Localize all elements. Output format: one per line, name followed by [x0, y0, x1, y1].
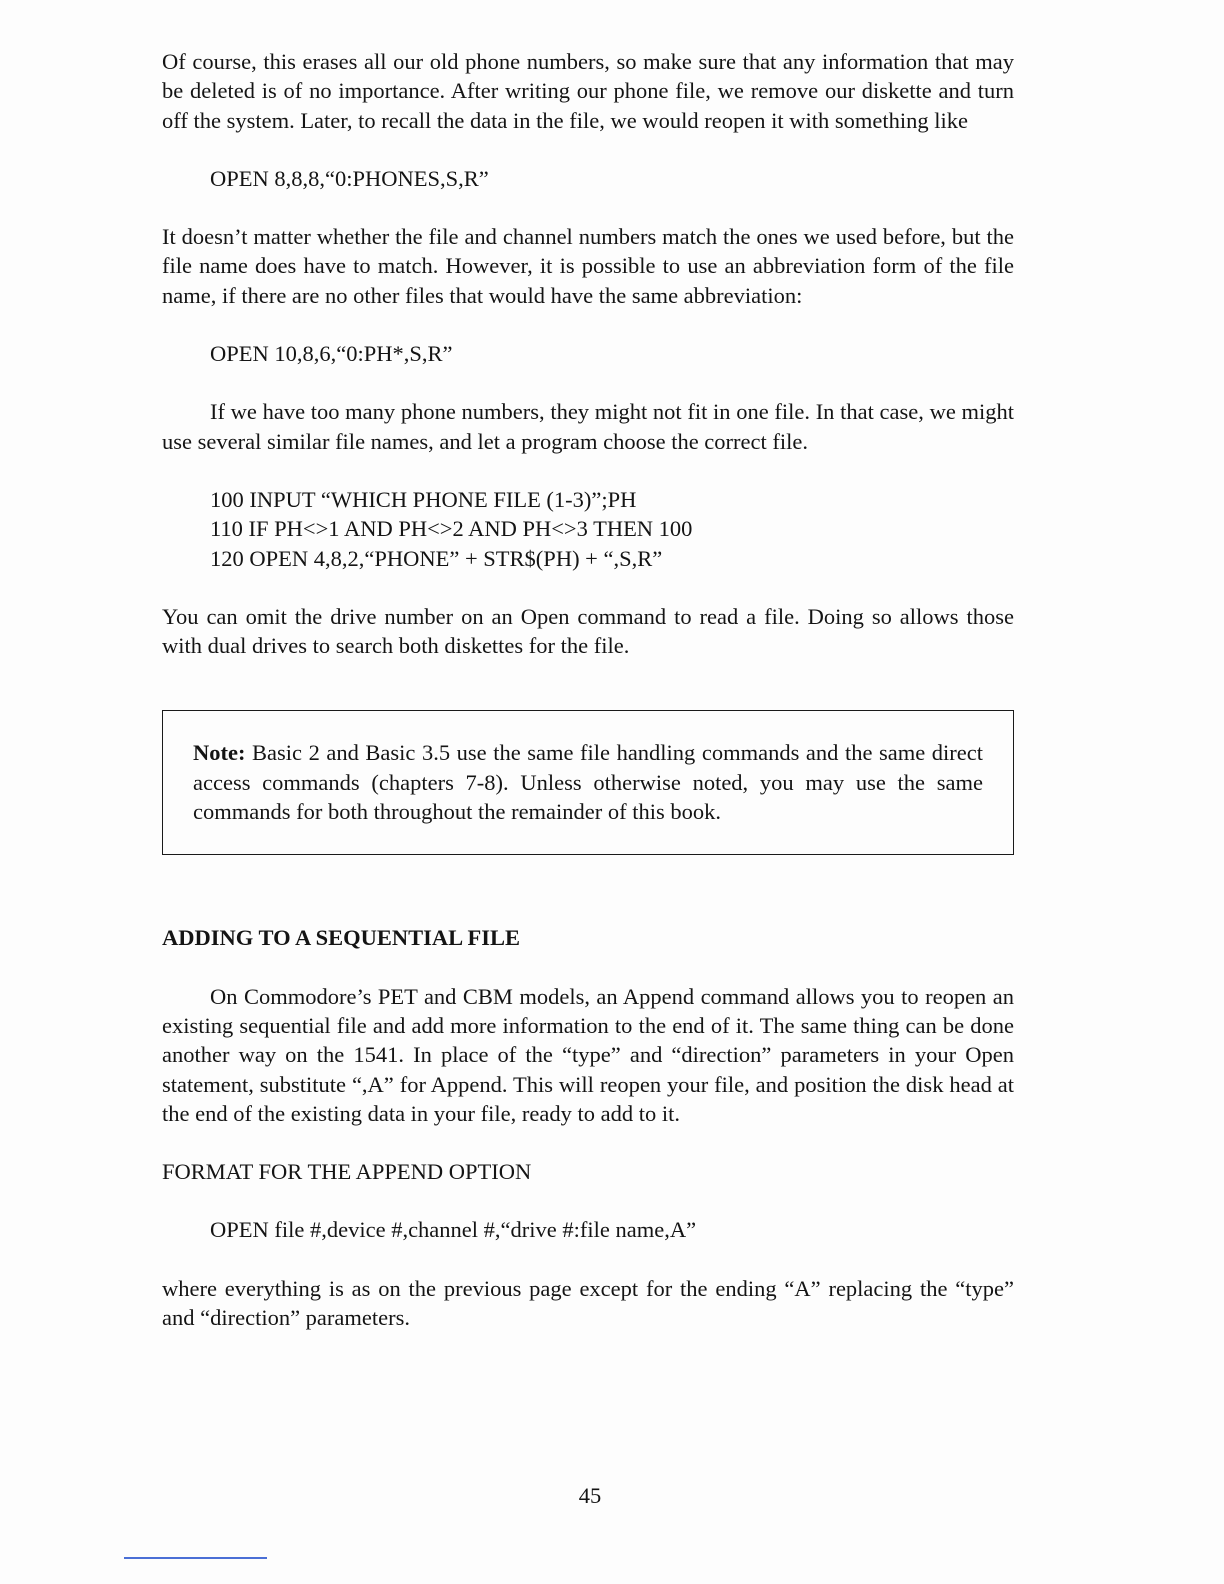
program-listing — [162, 485, 1014, 573]
spacer — [162, 1128, 1014, 1157]
spacer — [162, 456, 1014, 485]
spacer — [162, 193, 1014, 222]
note-body: Basic 2 and Basic 3.5 use the same file handling commands and the same direct access commands (chapters 7-8). Unless otherwise noted, you may use the same commands for both throughout the remainder of this book. — [193, 740, 983, 825]
note-text — [193, 738, 983, 826]
program-line: 110 IF PH<>1 AND PH<>2 AND PH<>3 THEN 100 — [210, 516, 693, 542]
spacer — [162, 660, 1014, 710]
program-line: 100 INPUT “WHICH PHONE FILE (1-3)”;PH — [210, 486, 637, 512]
section-heading: ADDING TO A SEQUENTIAL FILE — [162, 925, 521, 951]
omit-drive-paragraph: You can omit the drive number on an Open command to read a file. Doing so allows those with dual drives to search both diskettes for the file. — [162, 603, 1014, 659]
format-heading: FORMAT FOR THE APPEND OPTION — [162, 1159, 532, 1185]
many-numbers-paragraph: If we have too many phone numbers, they might not fit in one file. In that case, we might use several similar file names, and let a program choose the correct file. — [162, 399, 1014, 454]
spacer — [162, 368, 1014, 397]
append-syntax: OPEN file #,device #,channel #,“drive #:file name,A” — [210, 1217, 697, 1243]
spacer — [162, 310, 1014, 339]
append-paragraph: On Commodore’s PET and CBM models, an Append command allows you to reopen an existing sequential file and add more information to the end of it. The same thing can be done another way on the 1541. In place of the “type” and “direction” parameters in your Open statement, substitute “,A” for Append. This will reopen your file, and position the disk head at the end of the existing data in your file, ready to add to it. — [162, 983, 1014, 1126]
spacer — [162, 135, 1014, 164]
spacer — [162, 1186, 1014, 1215]
file-name-match-paragraph: It doesn’t matter whether the file and channel numbers match the ones we used before, but the file name does have to match. However, it is possible to use an abbreviation form of the file name, if there are no other files that would have the same abbreviation: — [162, 224, 1014, 308]
scan-artifact-line — [124, 1557, 267, 1559]
note-box — [162, 710, 1014, 855]
spacer — [162, 855, 1014, 923]
page-number: 45 — [578, 1483, 602, 1508]
intro-paragraph: Of course, this erases all our old phone numbers, so make sure that any information that may be deleted is of no importance. After writing our phone file, we remove our diskette and turn off the system. Later, to recall the data in the file, we would reopen it with something like — [162, 49, 1014, 133]
program-line: 120 OPEN 4,8,2,“PHONE” + STR$(PH) + “,S,R” — [210, 545, 663, 571]
document-page — [162, 47, 1014, 1332]
spacer — [162, 573, 1014, 602]
spacer — [162, 953, 1014, 982]
where-paragraph: where everything is as on the previous page except for the ending “A” replacing the “type” and “direction” parameters. — [162, 1275, 1014, 1331]
note-label: Note: — [193, 740, 246, 766]
open-example-abbreviation: OPEN 10,8,6,“0:PH*,S,R” — [210, 341, 453, 367]
spacer — [162, 1245, 1014, 1274]
open-example-phones: OPEN 8,8,8,“0:PHONES,S,R” — [210, 165, 489, 191]
